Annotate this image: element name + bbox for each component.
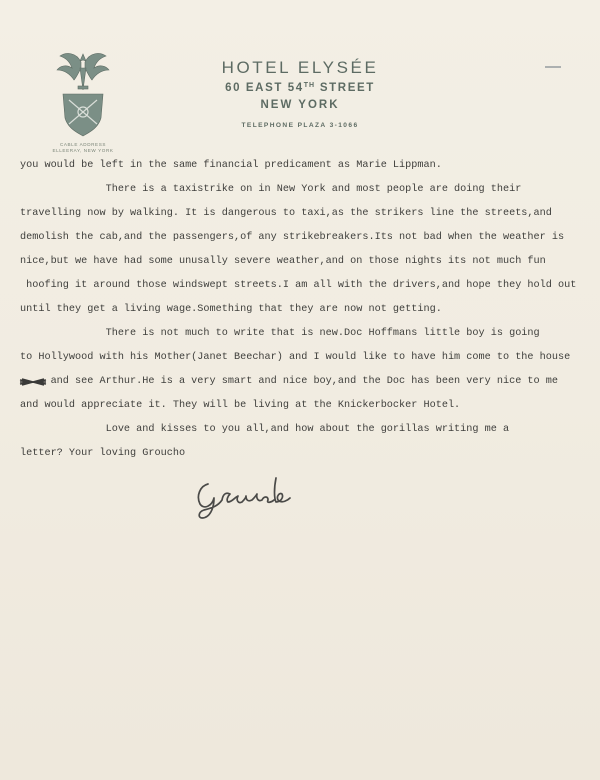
letter-line: demolish the cab,and the passengers,of any strikebreakers.Its not bad when the weather is — [20, 232, 565, 243]
address-suffix: TH — [303, 82, 316, 89]
letter-line: hoofing it around those windswept streets.I am all with the drivers,and hope they hold out — [20, 280, 577, 291]
letter-line: letter? Your loving Groucho — [20, 448, 186, 459]
pencil-mark — [545, 66, 561, 68]
letter-line: until they get a living wage.Something that they are now not getting. — [20, 304, 442, 315]
letter-line: nice,but we have had some unusally severe weather,and on those nights its not much fun — [20, 256, 546, 267]
hotel-telephone: TELEPHONE PLAZA 3-1066 — [241, 122, 359, 129]
letter-line: travelling now by walking. It is dangerous to taxi,as the strikers line the streets,and — [20, 208, 552, 219]
address-number: 60 EAST 54 — [225, 82, 304, 94]
letter-line: Love and kisses to you all,and how about the gorillas writing me a — [20, 424, 510, 435]
handwritten-signature — [190, 472, 300, 520]
hotel-name: HOTEL ELYSÉE — [221, 58, 379, 77]
winged-shield-crest-icon — [54, 48, 112, 140]
letter-line: and see Arthur.He is a very smart and nice boy,and the Doc has been very nice to me — [20, 376, 558, 387]
letter-line: There is a taxistrike on in New York and most people are doing their — [20, 184, 522, 195]
letter-line: to Hollywood with his Mother(Janet Beechar) and I would like to have him come to the house — [20, 352, 571, 363]
cable-address-label: CABLE ADDRESS — [59, 142, 107, 147]
hotel-address — [180, 82, 420, 94]
letter-line: and would appreciate it. They will be living at the Knickerbocker Hotel. — [20, 400, 461, 411]
letter-line: you would be left in the same financial predicament as Marie Lippman. — [20, 160, 442, 171]
hotel-city: NEW YORK — [260, 99, 340, 111]
cable-address-value: ELLEERAY, NEW YORK — [52, 148, 114, 153]
letter-line: There is not much to write that is new.Doc Hoffmans little boy is going — [20, 328, 540, 339]
address-street: STREET — [315, 82, 375, 94]
strikeout-overtype — [19, 376, 47, 388]
